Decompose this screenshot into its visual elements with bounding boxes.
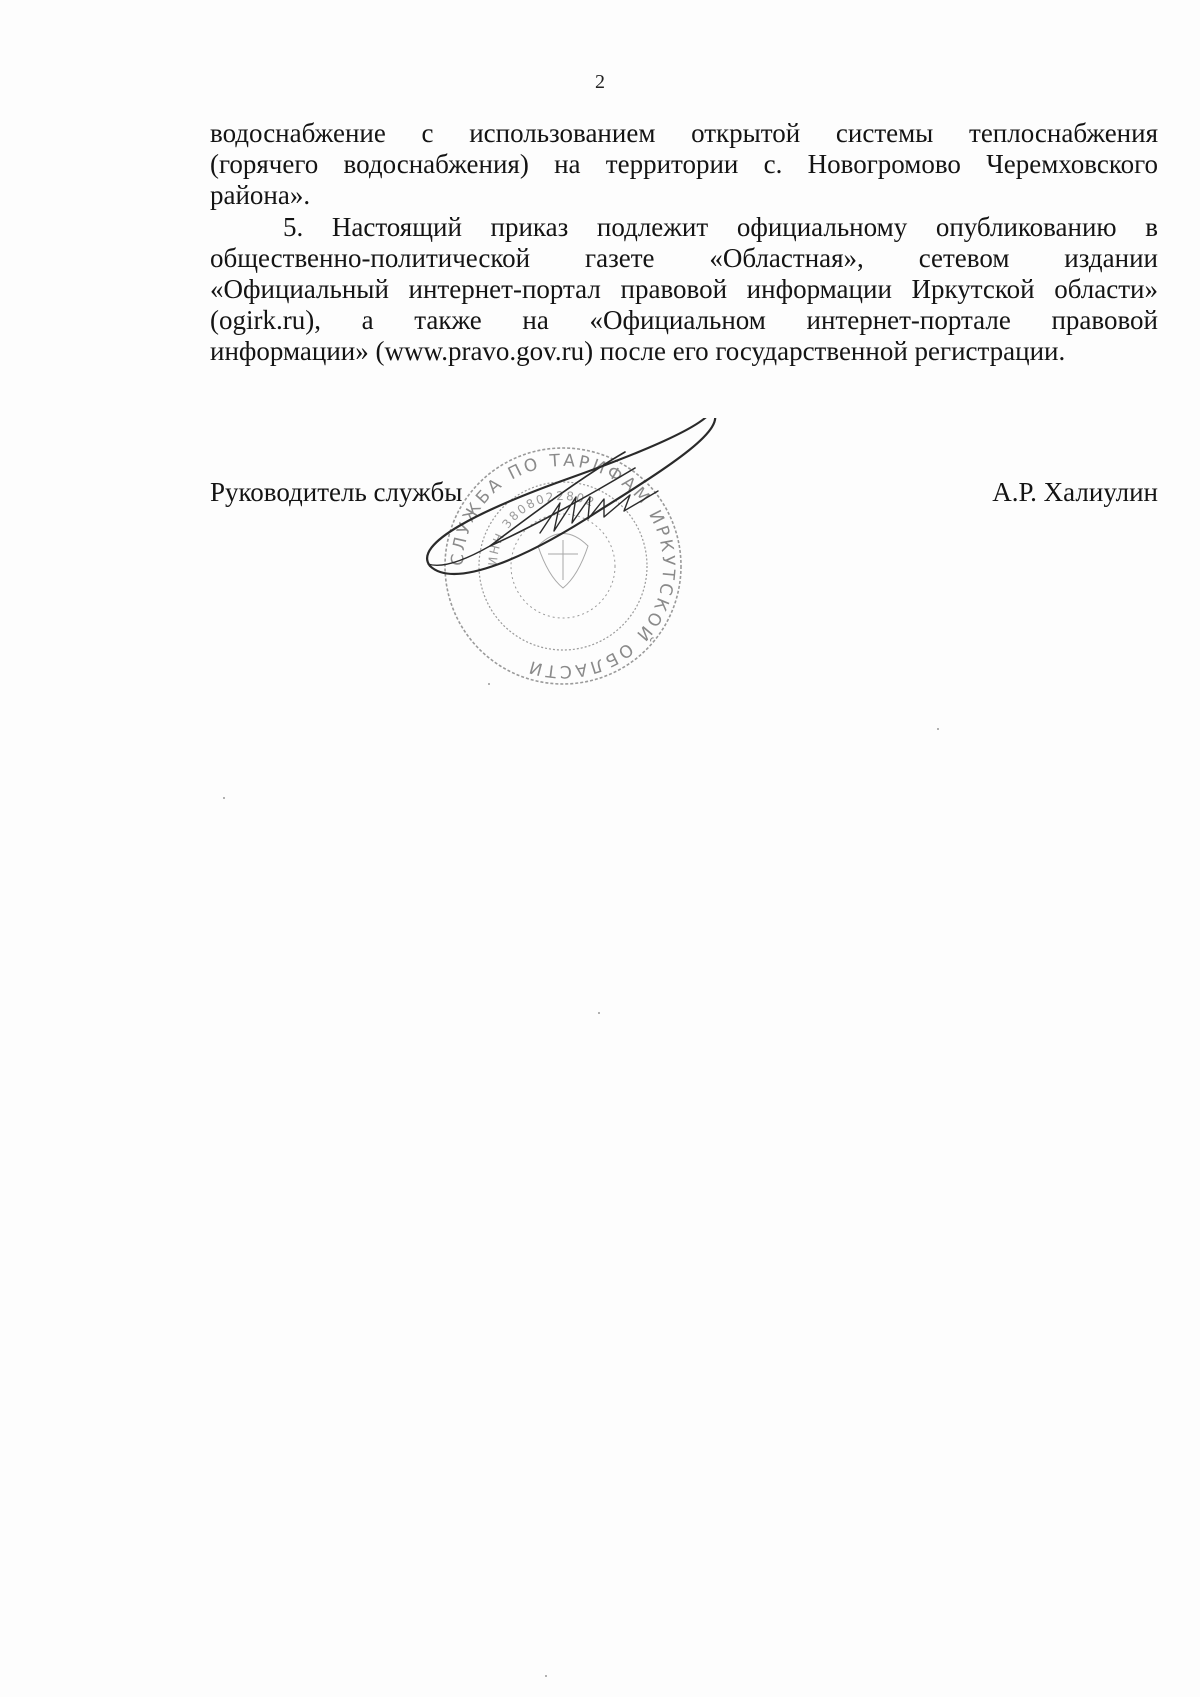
text-line: «Официальный интернет-портал правовой информации Иркутской области» xyxy=(210,274,1158,305)
paragraph-5-first-line: 5. Настоящий приказ подлежит официальному опубликованию в xyxy=(283,211,1158,242)
text-line: общественно-политической газете «Областная», сетевом издании xyxy=(210,242,1158,273)
text-line: района». xyxy=(210,180,311,211)
stamp-inner-text: ИНН 3808022802 xyxy=(485,488,599,567)
scan-speck xyxy=(598,1012,600,1014)
signatory-name: А.Р. Халиулин xyxy=(992,477,1158,507)
document-body xyxy=(210,118,1158,368)
text-line: водоснабжение с использованием открытой системы теплоснабжения xyxy=(210,118,1158,148)
signature-tail-stroke xyxy=(428,546,490,565)
text-line: информации» (www.pravo.gov.ru) после его государственной регистрации. xyxy=(210,336,1066,367)
signatory-position: Руководитель службы xyxy=(210,477,463,507)
scan-speck xyxy=(488,683,490,685)
stamp-outer-text: СЛУЖБА ПО ТАРИФАМ ИРКУТСКОЙ ОБЛАСТИ xyxy=(447,450,679,682)
scan-speck xyxy=(223,797,225,799)
signature-upper-stroke xyxy=(490,452,635,546)
signature-scribble-stroke xyxy=(540,491,658,533)
scan-speck xyxy=(545,1675,547,1677)
handwritten-signature xyxy=(420,418,780,628)
text-line: (горячего водоснабжения) на территории с. Новогромово Черемховского xyxy=(210,149,1158,180)
text-line: (ogirk.ru), а также на «Официальном интернет-портале правовой xyxy=(210,305,1158,336)
page-number: 2 xyxy=(595,71,605,93)
signature-loop-stroke xyxy=(427,418,715,574)
scan-speck xyxy=(937,728,939,730)
